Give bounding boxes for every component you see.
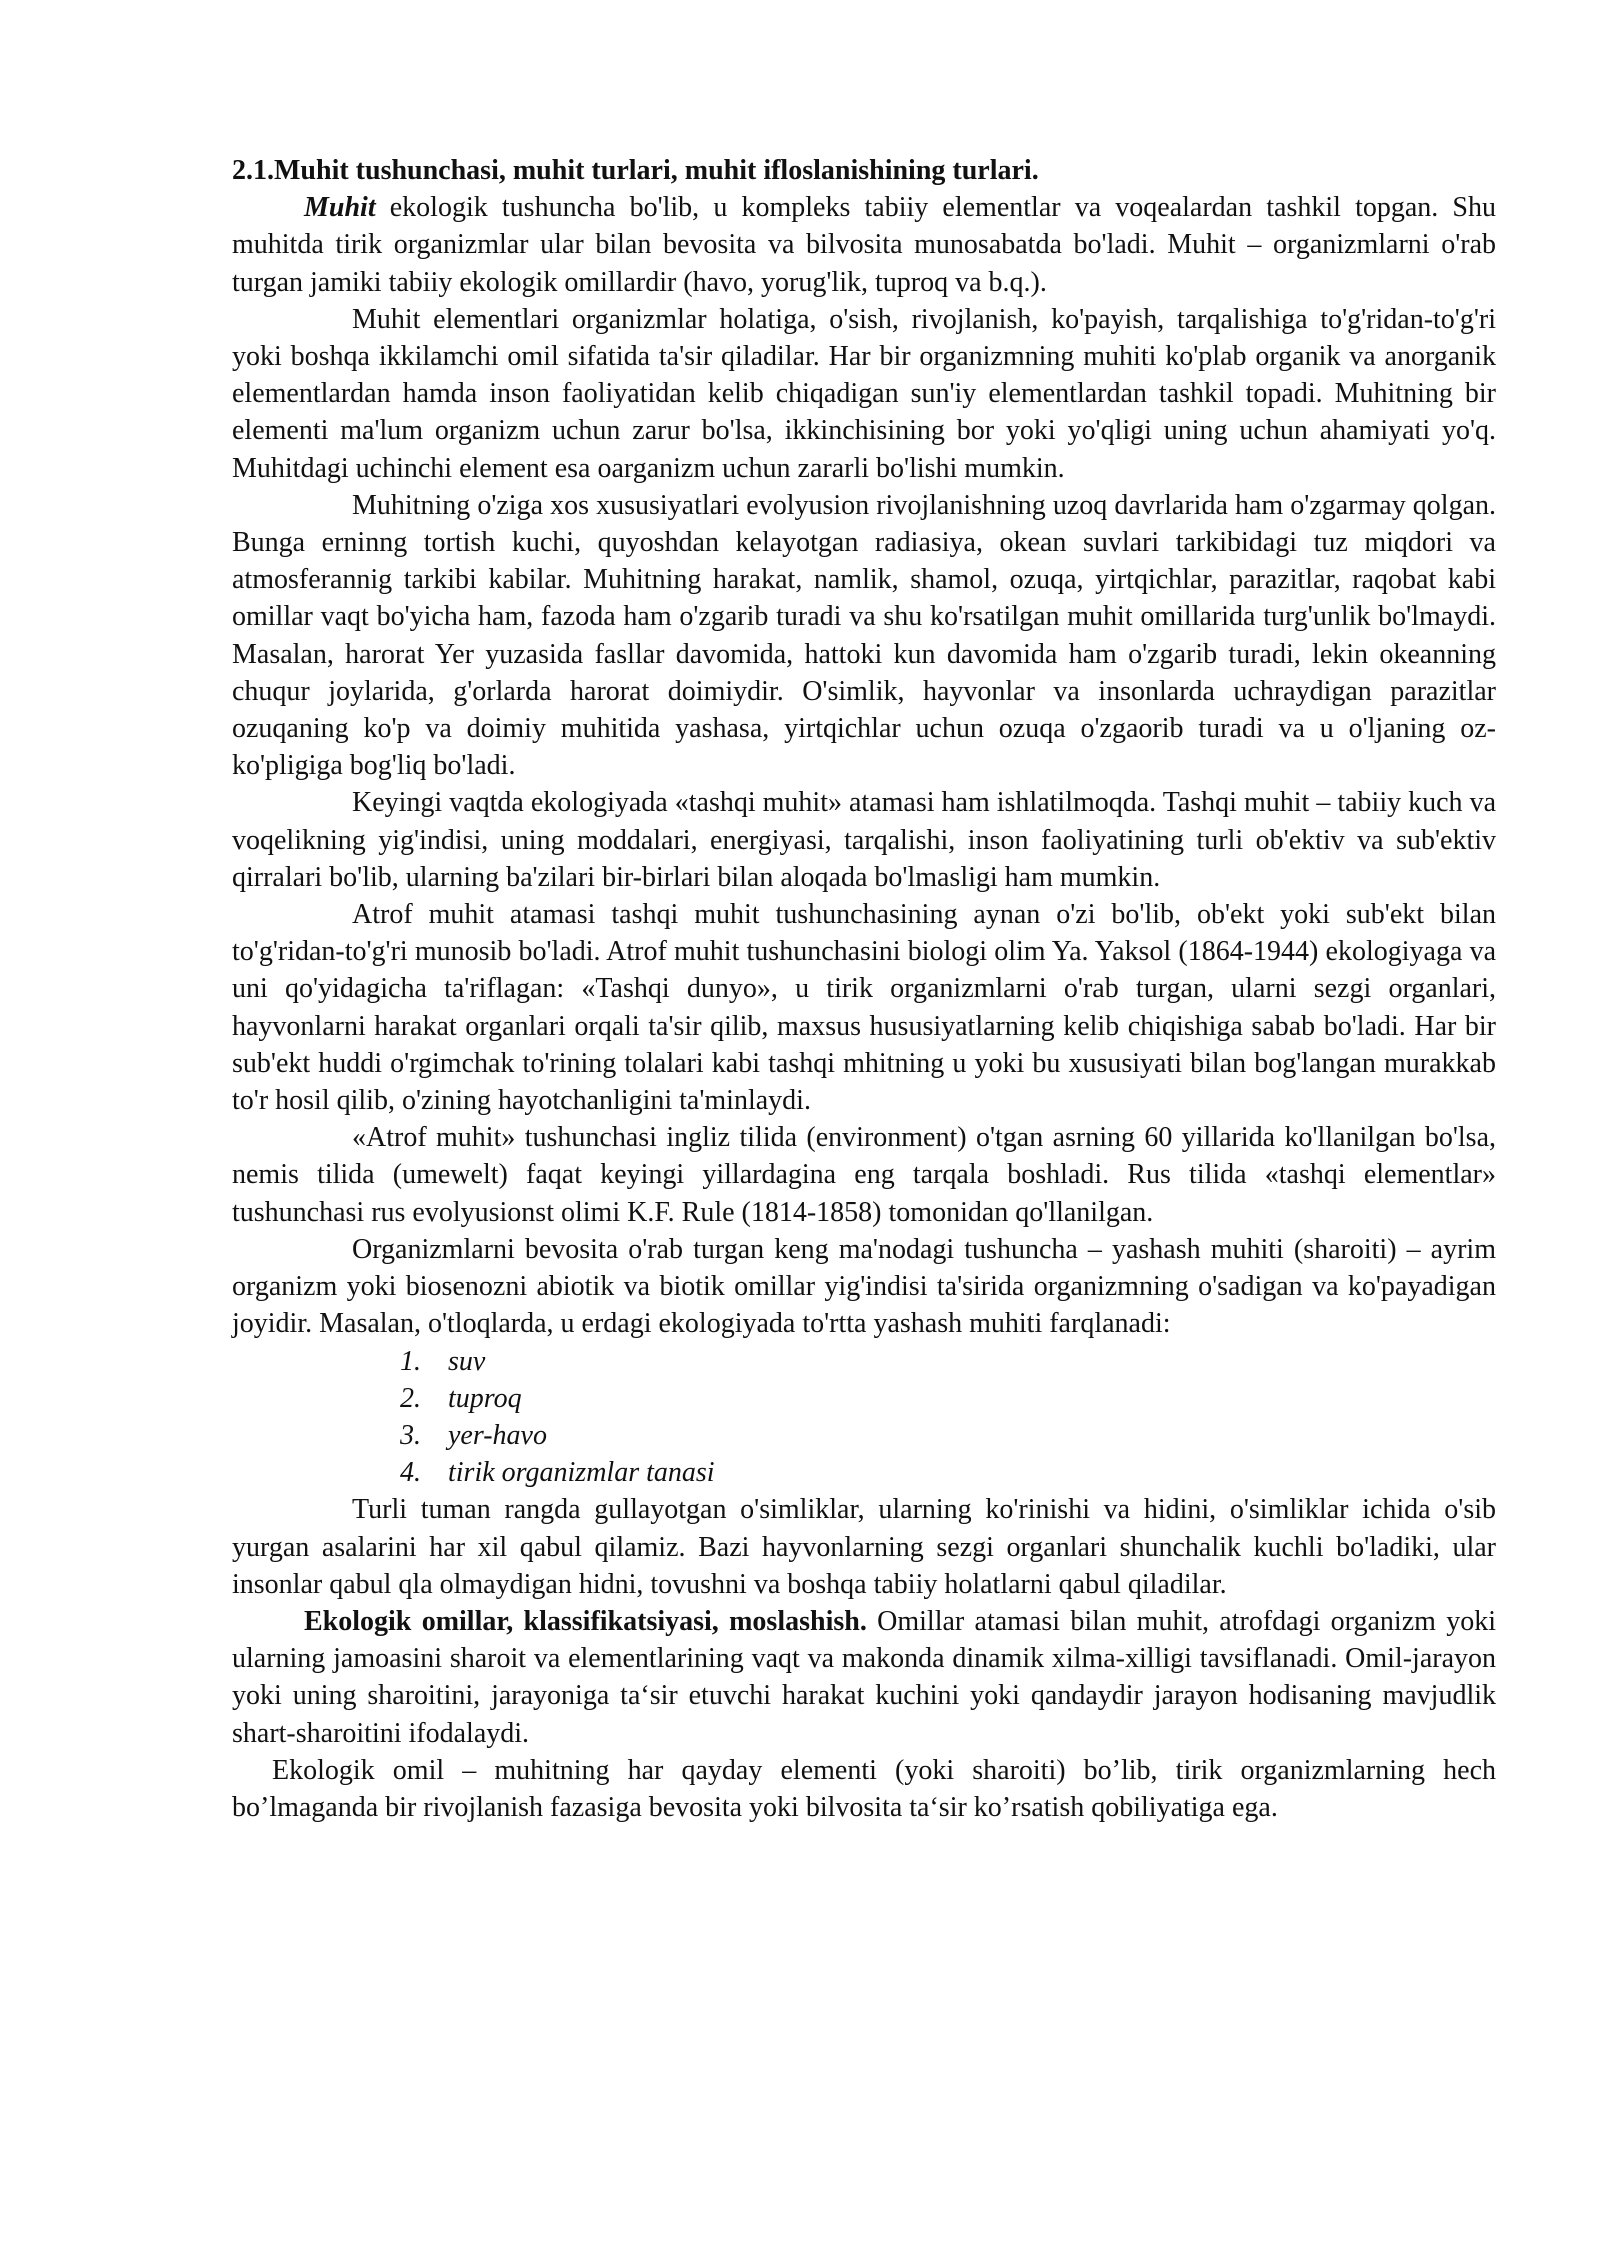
paragraph-text: Omillar atamasi bilan muhit, atrofdagi organizm yoki ularning jamoasini sharoit va elementlarining vaqt va makonda dinamik xilma-xilligi tavsiflanadi. Omil-jarayon yoki uning sharoitini, jarayoniga ta‘sir etuvchi harakat kuchini yoki qandaydir jarayon hodisaning mavjudlik shart-sharoitini ifodalaydi. <box>232 1605 1496 1749</box>
list-item <box>400 1343 1496 1380</box>
section-heading: 2.1.Muhit tushunchasi, muhit turlari, muhit ifloslanishining turlari. <box>232 155 1039 186</box>
list-item <box>400 1454 1496 1491</box>
list-number: 2. <box>400 1382 421 1414</box>
paragraph-muhit-elements: Muhit elementlari organizmlar holatiga, o'sish, rivojlanish, ko'payish, tarqalishiga to'g'ridan-to'g'ri yoki boshqa ikkilamchi omil sifatida ta'sir qiladilar. Har bir organizmning muhiti ko'plab organik va anorganik elementlardan hamda inson faoliyatidan kelib chiqadigan sun'iy elementlardan tashkil topadi. Muhitning bir elementi ma'lum organizm uchun zarur bo'lsa, ikkinchisining bor yoki yo'qligi uning uchun ahamiyati yo'q. Muhitdagi uchinchi element esa oarganizm uchun zararli bo'lishi mumkin. <box>232 303 1496 484</box>
term-muhit: Muhit <box>304 192 376 224</box>
paragraph-muhit-properties: Muhitning o'ziga xos xususiyatlari evolyusion rivojlanishning uzoq davrlarida ham o'zgarmay qolgan. Bunga erninng tortish kuchi, quyoshdan kelayotgan radiasiya, okean suvlari tarkibidagi tuz miqdori va atmosferannig tarkibi kabilar. Muhitning harakat, namlik, shamol, ozuqa, yirtqichlar, parazitlar, raqobat kabi omillar vaqt bo'yicha ham, fazoda ham o'zgarib turadi va shu ko'rsatilgan muhit omillarida turg'unlik bo'lmaydi. Masalan, harorat Yer yuzasida fasllar davomida, hattoki kun davomida ham o'zgarib turadi, lekin okeanning chuqur joylarida, g'orlarda harorat doimiydir. O'simlik, hayvonlar va insonlarda uchraydigan parazitlar ozuqaning ko'p va doimiy muhitida yashasa, yirtqichlar uchun ozuqa o'zgaorib turadi va u o'ljaning oz-ko'pligiga bog'liq bo'ladi. <box>232 489 1496 782</box>
paragraph-yashash-muhiti: Organizmlarni bevosita o'rab turgan keng ma'nodagi tushuncha – yashash muhiti (sharoiti) – ayrim organizm yoki biosenozni abiotik va biotik omillar yig'indisi ta'sirida organizmning o'sadigan va ko'payadigan joyidir. Masalan, o'tloqlarda, u erdagi ekologiyada to'rtta yashash muhiti farqlanadi: <box>232 1233 1496 1340</box>
paragraph-atrof-muhit-history: «Atrof muhit» tushunchasi ingliz tilida (environment) o'tgan asrning 60 yillarida ko'llanilgan bo'lsa, nemis tilida (umewelt) faqat keyingi yillardagina eng tarqala boshladi. Rus tilida «tashqi elementlar» tushunchasi rus evolyusionst olimi K.F. Rule (1814-1858) tomonidan qo'llanilgan. <box>232 1122 1496 1228</box>
paragraph-perception: Turli tuman rangda gullayotgan o'simliklar, ularning ko'rinishi va hidini, o'simliklar ichida o'sib yurgan asalarini har xil qabul qilamiz. Bazi hayvonlarning sezgi organlari shunchalik kuchli bo'ladiki, ular insonlar qabul qla olmaydigan hidni, tovushni va boshqa tabiiy holatlarni qabul qiladilar. <box>232 1494 1496 1600</box>
habitat-list <box>232 1343 1496 1492</box>
paragraph-ekologik-omil-definition: Ekologik omil – muhitning har qayday elementi (yoki sharoiti) bo’lib, tirik organizmlarning hech bo’lmaganda bir rivojlanish fazasiga bevosita yoki bilvosita ta‘sir ko’rsatish qobiliyatiga ega. <box>232 1754 1496 1823</box>
document-page <box>232 152 1496 1826</box>
paragraph-tashqi-muhit: Keyingi vaqtda ekologiyada «tashqi muhit» atamasi ham ishlatilmoqda. Tashqi muhit – tabiiy kuch va voqelikning yig'indisi, uning moddalari, energiyasi, tarqalishi, inson faoliyatining turli ob'ektiv va sub'ektiv qirralari bo'lib, ularning ba'zilari bir-birlari bilan aloqada bo'lmasligi ham mumkin. <box>232 787 1496 893</box>
paragraph-atrof-muhit: Atrof muhit atamasi tashqi muhit tushunchasining aynan o'zi bo'lib, ob'ekt yoki sub'ekt bilan to'g'ridan-to'g'ri munosib bo'ladi. Atrof muhit tushunchasini biologi olim Ya. Yaksol (1864-1944) ekologiyaga va uni qo'yidagicha ta'riflagan: «Tashqi dunyo», u tirik organizmlarni o'rab turgan, ularni sezgi organlari, hayvonlarni harakat organlari orqali ta'sir qilib, maxsus hususiyatlarning kelib chiqishiga sabab bo'ladi. Har bir sub'ekt huddi o'rgimchak to'rining tolalari kabi tashqi mhitning u yoki bu xususiyati bilan bog'langan murakkab to'r hosil qilib, o'zining hayotchanligini ta'minlaydi. <box>232 899 1496 1117</box>
list-label: yer-havo <box>448 1419 547 1451</box>
list-label: tirik organizmlar tanasi <box>448 1457 715 1489</box>
paragraph-ekologik-omillar <box>232 1603 1496 1752</box>
list-number: 3. <box>400 1419 421 1451</box>
list-label: suv <box>448 1345 486 1377</box>
subheading-ekologik-omillar: Ekologik omillar, klassifikatsiyasi, moslashish. <box>304 1605 867 1637</box>
paragraph-text: ekologik tushuncha bo'lib, u kompleks tabiiy elementlar va voqealardan tashkil topgan. Shu muhitda tirik organizmlar ular bilan bevosita va bilvosita munosabatda bo'ladi. Muhit – organizmlarni o'rab turgan jamiki tabiiy ekologik omillardir (havo, yorug'lik, tuproq va b.q.). <box>232 192 1496 298</box>
list-number: 4. <box>400 1457 421 1489</box>
list-label: tuproq <box>448 1382 522 1414</box>
list-number: 1. <box>400 1345 421 1377</box>
list-item <box>400 1417 1496 1454</box>
paragraph-muhit-definition <box>232 189 1496 301</box>
list-item <box>400 1380 1496 1417</box>
